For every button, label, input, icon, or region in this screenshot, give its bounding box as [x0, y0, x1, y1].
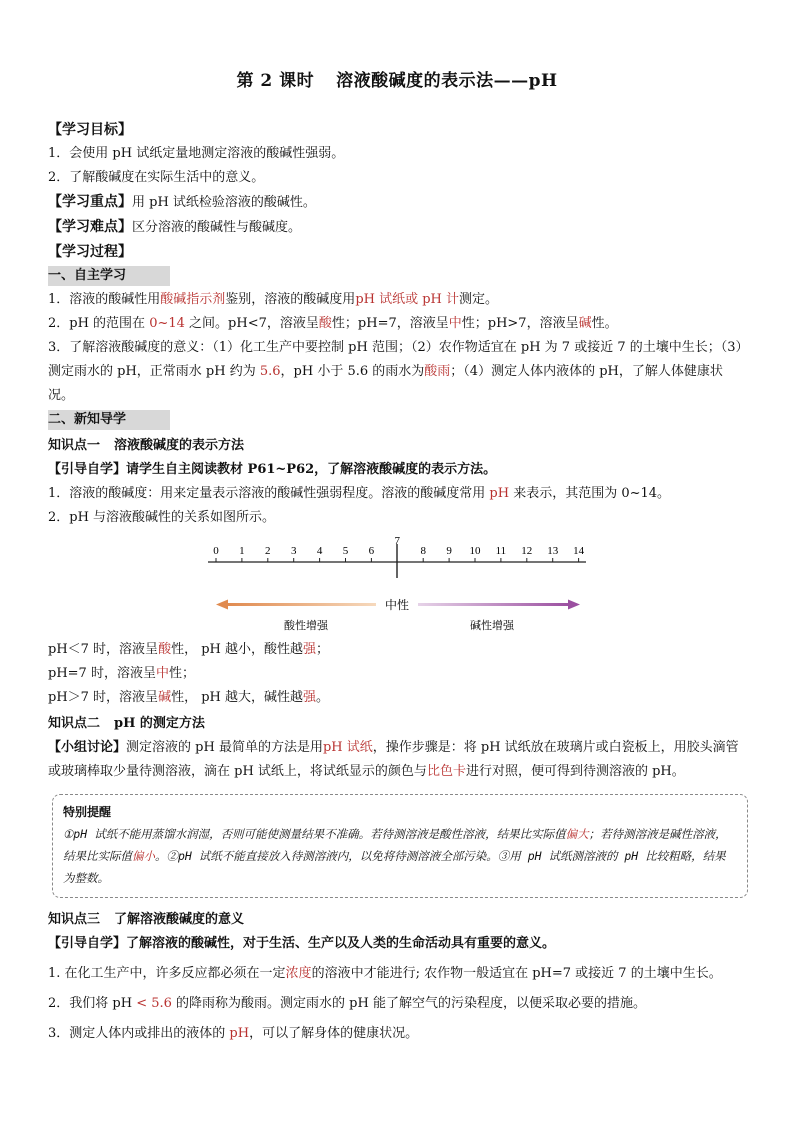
scale-tick-label: 13	[547, 545, 559, 557]
scale-tick-label: 4	[316, 545, 323, 557]
goal-item: 1．会使用 pH 试纸定量地测定溶液的酸碱性强弱。	[48, 146, 345, 161]
section-heading-new-knowledge: 二、新知导学	[48, 410, 170, 430]
ph-scale-diagram	[48, 536, 748, 634]
content	[48, 118, 748, 1046]
difficulty-text: 区分溶液的酸碱性与酸碱度。	[132, 220, 302, 235]
knowledge-point-3: 知识点三 了解溶液酸碱度的意义	[48, 912, 245, 927]
self-study-line-2: 2．pH 的范围在 0~14 之间。pH<7，溶液呈酸性；pH=7，溶液呈中性；pH>7，溶液呈碱性。	[48, 316, 618, 331]
meaning-line-3: 3．测定人体内或排出的液体的 pH，可以了解身体的健康状况。	[48, 1026, 419, 1041]
scale-tick-label: 6	[368, 545, 375, 557]
scale-tick-label: 10	[469, 545, 481, 557]
acid-label: 酸性增强	[284, 620, 328, 632]
scale-tick-label: 1	[239, 545, 245, 557]
difficulty-line	[48, 215, 748, 240]
self-study-line-1: 1．溶液的酸碱性用酸碱指示剂鉴别，溶液的酸碱度用pH 试纸或 pH 计测定。	[48, 292, 499, 307]
meaning-line-2: 2．我们将 pH < 5.6 的降雨称为酸雨。测定雨水的 pH 能了解空气的污染程度，以便采取必要的措施。	[48, 996, 646, 1011]
lesson-number: 第 2 课时	[236, 71, 315, 91]
ph-scale-svg	[48, 536, 748, 634]
scale-tick-label: 7	[394, 536, 401, 547]
knowledge-point-1: 知识点一 溶液酸碱度的表示方法	[48, 438, 245, 453]
relation-line-2: pH=7 时，溶液呈中性；	[48, 666, 195, 681]
meaning-line-1: 1. 在化工生产中，许多反应都必须在一定浓度的溶液中才能进行; 农作物一般适宜在 pH=7 或接近 7 的土壤中生长。	[48, 966, 722, 981]
scale-tick-label: 0	[213, 545, 219, 557]
scale-tick-label: 11	[495, 545, 507, 557]
definition-line-1: 1．溶液的酸碱度：用来定量表示溶液的酸碱性强弱程度。溶液的酸碱度常用 pH 来表示，其范围为 0~14。	[48, 486, 671, 501]
definition-line-2: 2．pH 与溶液酸碱性的关系如图所示。	[48, 510, 276, 525]
scale-tick-label: 5	[342, 545, 349, 557]
key-point-label: 【学习重点】	[48, 194, 132, 210]
key-point-line	[48, 190, 748, 215]
scale-tick-label: 3	[290, 545, 297, 557]
difficulty-label: 【学习难点】	[48, 219, 132, 235]
key-point-text: 用 pH 试纸检验溶液的酸碱性。	[132, 195, 316, 210]
scale-tick-label: 14	[573, 545, 585, 557]
relation-line-3: pH＞7 时，溶液呈碱性， pH 越大，碱性越强。	[48, 690, 330, 705]
page-title	[0, 66, 794, 91]
goal-item: 2．了解酸碱度在实际生活中的意义。	[48, 170, 265, 185]
goals-heading: 【学习目标】	[48, 122, 132, 138]
scale-tick-label: 12	[521, 545, 533, 557]
process-heading: 【学习过程】	[48, 244, 132, 260]
discussion-paragraph: 【小组讨论】测定溶液的 pH 最简单的方法是用pH 试纸，操作步骤是：将 pH 试纸放在玻璃片或白瓷板上，用胶头滴管或玻璃棒取少量待测溶液，滴在 pH 试纸上，将试纸显示的颜色与比色卡进行对照，便可得到待测溶液的 pH。	[48, 740, 739, 779]
base-arrowhead	[568, 600, 580, 610]
relation-line-1: pH＜7 时，溶液呈酸性， pH 越小，酸性越强；	[48, 642, 330, 657]
section-heading-self-study: 一、自主学习	[48, 266, 170, 286]
scale-tick-label: 2	[265, 545, 271, 557]
neutral-label: 中性	[384, 598, 410, 612]
acid-arrow-bar	[226, 603, 376, 606]
self-study-line-3: 3．了解溶液酸碱度的意义：（1）化工生产中要控制 pH 范围；（2）农作物适宜在 pH 为 7 或接近 7 的土壤中生长；（3）测定雨水的 pH，正常雨水 pH 约为 5.6，pH 小于 5.6 的雨水为酸雨；（4）测定人体内液体的 pH，了解人体健康状况。	[48, 340, 743, 403]
reminder-title: 特别提醒	[63, 805, 112, 819]
base-arrow-bar	[418, 603, 570, 606]
scale-tick-label: 9	[446, 545, 452, 557]
acid-arrowhead	[216, 600, 228, 610]
guide-line-3: 【引导自学】了解溶液的酸碱性，对于生活、生产以及人类的生命活动具有重要的意义。	[48, 936, 556, 951]
scale-tick-label: 8	[420, 545, 426, 557]
knowledge-point-2: 知识点二 pH 的测定方法	[48, 716, 205, 731]
lesson-title: 溶液酸碱度的表示法——pH	[336, 71, 558, 91]
reminder-text: ①pH 试纸不能用蒸馏水润湿，否则可能使测量结果不准确。若待测溶液是酸性溶液，结果比实际值偏大；若待测溶液是碱性溶液，结果比实际值偏小。②pH 试纸不能直接放入待测溶液内，以免将待测溶液全部污染。③用 pH 试纸测溶液的 pH 比较粗略，结果为整数。	[63, 827, 727, 885]
special-reminder-box	[52, 794, 748, 898]
guide-line-1: 【引导自学】请学生自主阅读教材 P61~P62，了解溶液酸碱度的表示方法。	[48, 462, 497, 477]
base-label: 碱性增强	[470, 620, 514, 632]
